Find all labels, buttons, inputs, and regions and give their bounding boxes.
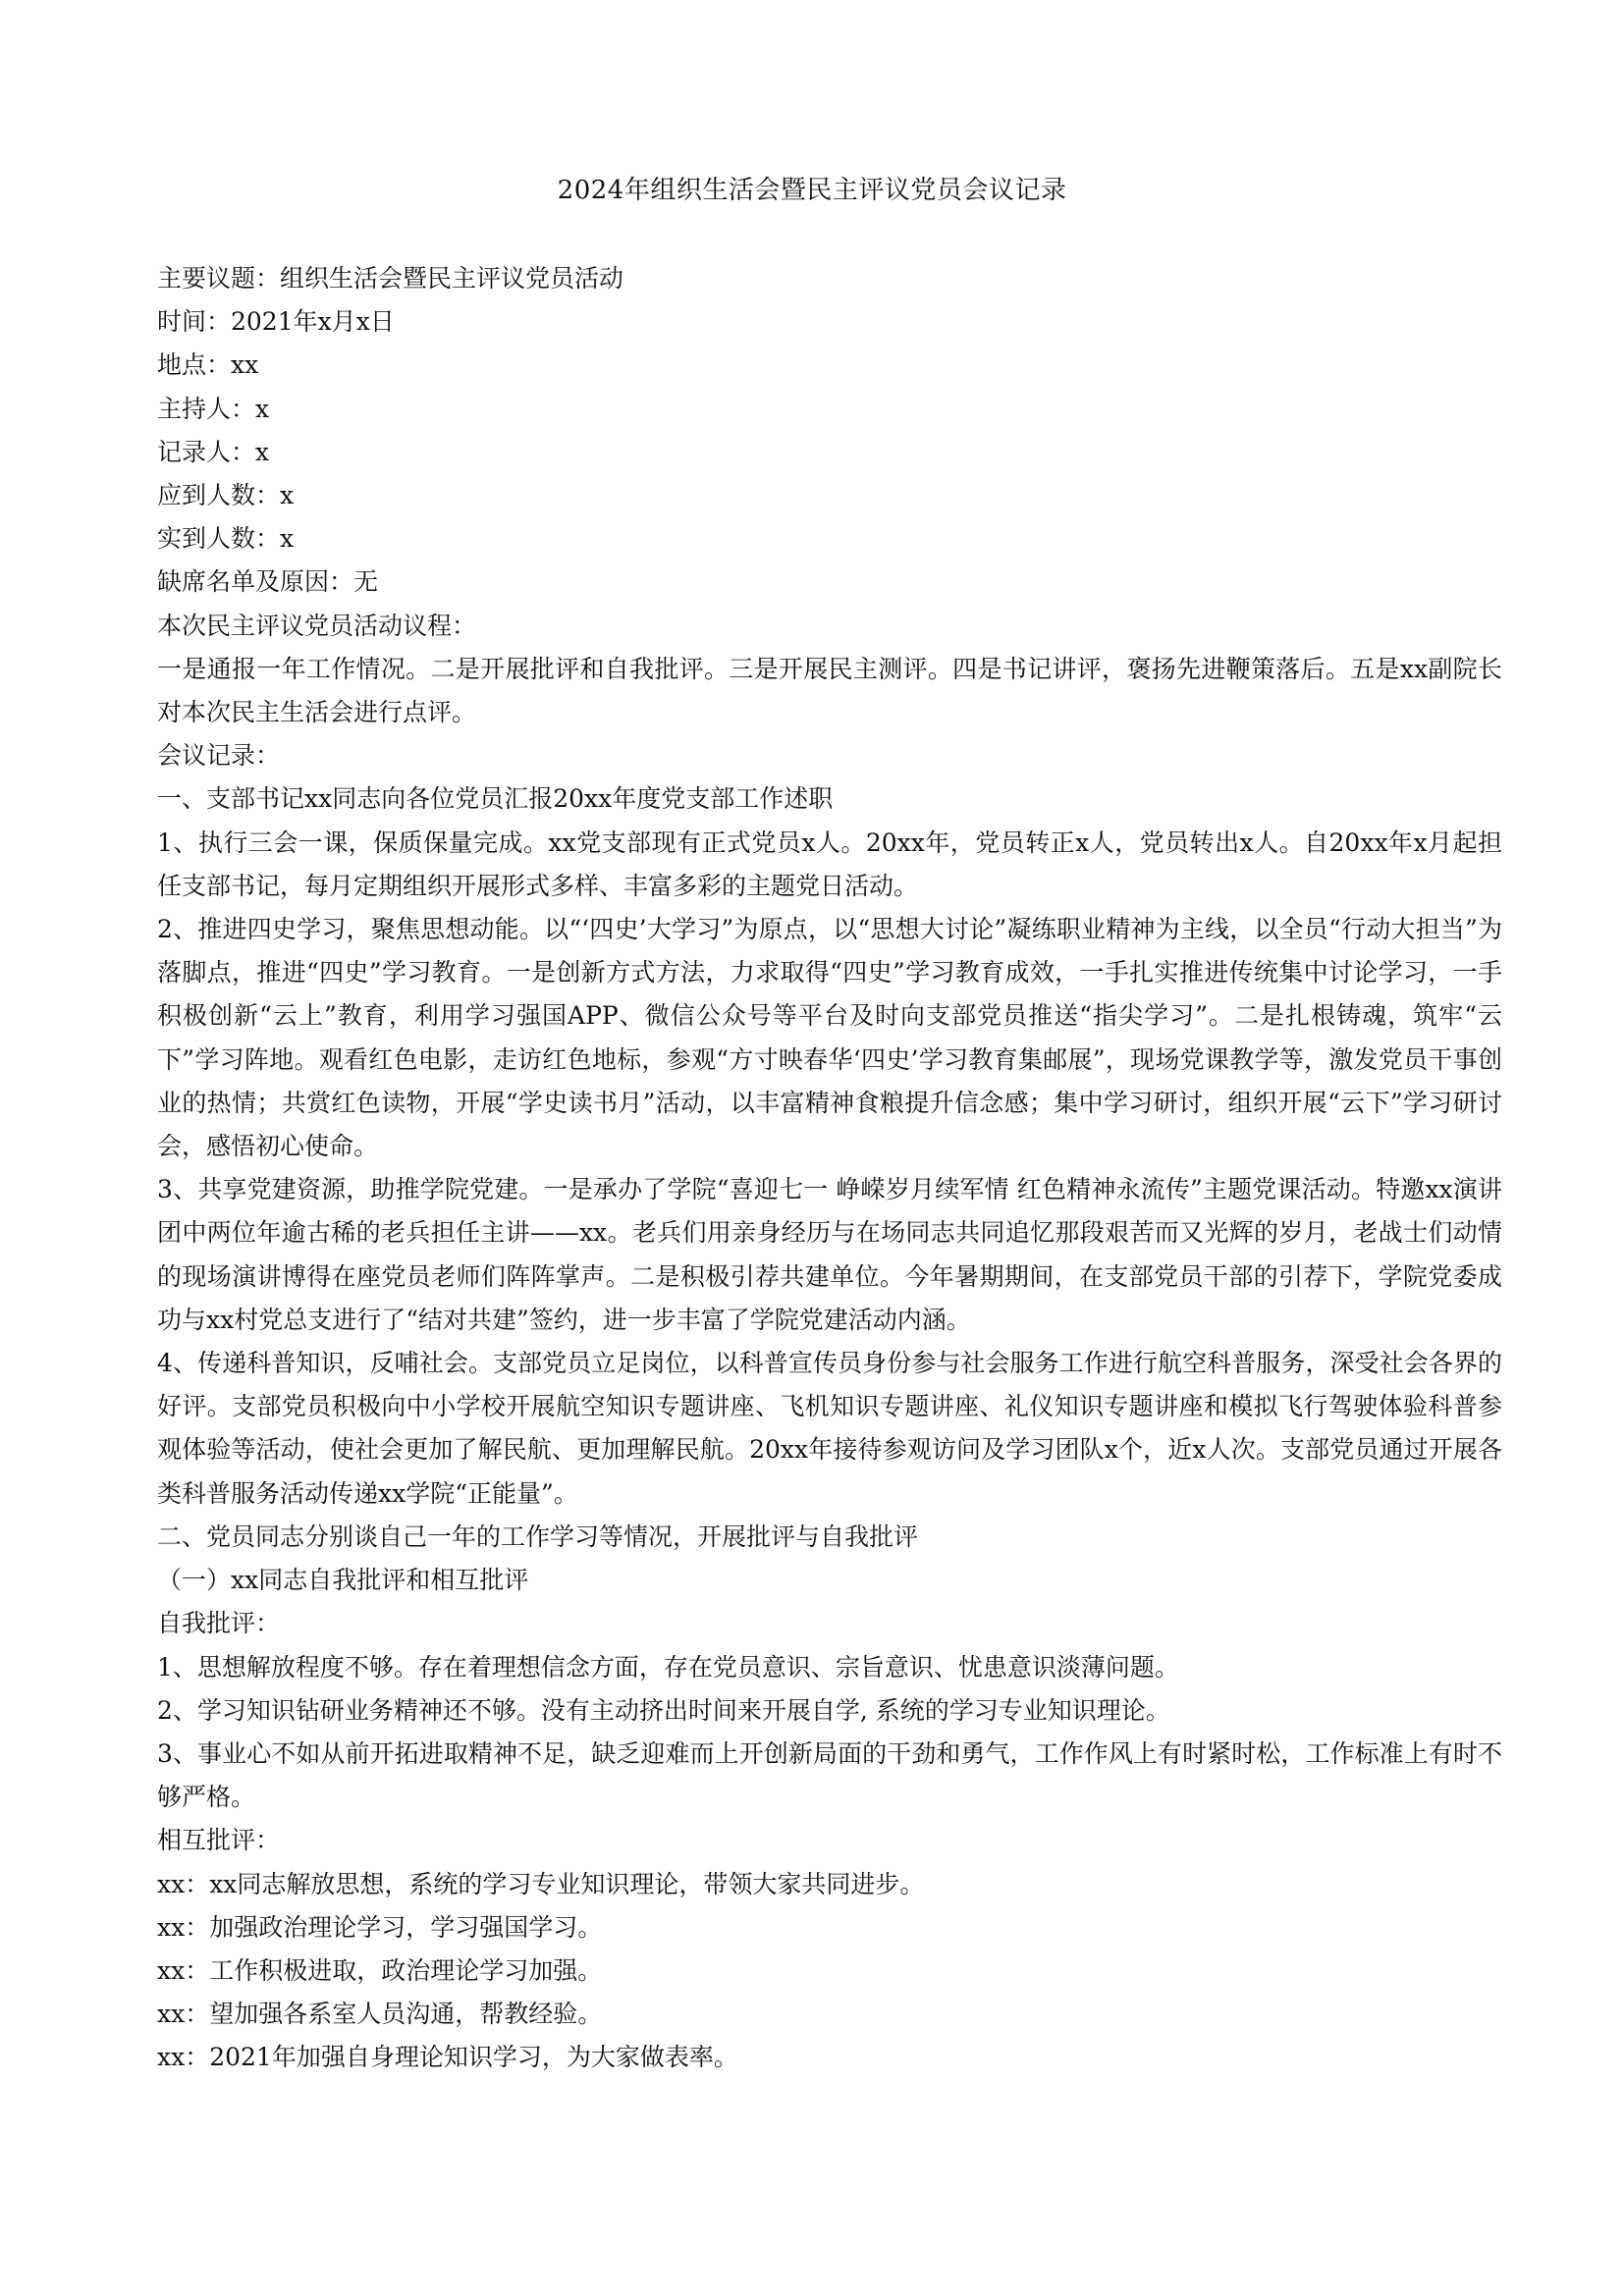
mutual-criticism-item: xx：2021年加强自身理论知识学习，为大家做表率。: [157, 2043, 738, 2072]
minutes-heading: 会议记录：: [157, 741, 281, 771]
absentee-line: 缺席名单及原因：无: [157, 567, 379, 597]
document-title: 2024年组织生活会暨民主评议党员会议记录: [557, 176, 1067, 205]
mutual-criticism-item: xx：xx同志解放思想，系统的学习专业知识理论，带领大家共同进步。: [157, 1869, 925, 1898]
topic-line: 主要议题：组织生活会暨民主评议党员活动: [157, 264, 624, 293]
location-line: 地点：xx: [157, 350, 259, 380]
self-criticism-item-2: 2、学习知识钻研业务精神还不够。没有主动挤出时间来开展自学, 系统的学习专业知识理论。: [157, 1695, 1170, 1725]
document-body: [157, 257, 1502, 2080]
mutual-criticism-item: xx：望加强各系室人员沟通，帮教经验。: [157, 2000, 603, 2029]
actual-attendance-line: 实到人数：x: [157, 524, 295, 554]
section-two-heading: 二、党员同志分别谈自己一年的工作学习等情况，开展批评与自我批评: [157, 1522, 919, 1551]
agenda-heading: 本次民主评议党员活动议程：: [157, 611, 477, 640]
report-item-4: 4、传递科普知识，反哺社会。支部党员立足岗位，以科普宣传员身份参与社会服务工作进行航空科普服务，深受社会各界的好评。支部党员积极向中小学校开展航空知识专题讲座、飞机知识专题讲座、礼仪知识专题讲座和模拟飞行驾驶体验科普参观体验等活动，使社会更加了解民航、更加理解民航。20xx年接待参观访问及学习团队x个，近x人次。支部党员通过开展各类科普服务活动传递xx学院“正能量”。: [157, 1349, 1502, 1508]
report-item-3: 3、共享党建资源，助推学院党建。一是承办了学院“喜迎七一 峥嵘岁月续军情 红色精神永流传”主题党课活动。特邀xx演讲团中两位年逾古稀的老兵担任主讲——xx。老兵们用亲身经历与在场同志共同追忆那段艰苦而又光辉的岁月，老战士们动情的现场演讲博得在座党员老师们阵阵掌声。二是积极引荐共建单位。今年暑期期间，在支部党员干部的引荐下，学院党委成功与xx村党总支进行了“结对共建”签约，进一步丰富了学院党建活动内涵。: [157, 1175, 1502, 1334]
self-criticism-heading: 自我批评：: [157, 1609, 281, 1638]
recorder-line: 记录人：x: [157, 437, 270, 466]
time-line: 时间：2021年x月x日: [157, 307, 395, 337]
section-one-heading: 一、支部书记xx同志向各位党员汇报20xx年度党支部工作述职: [157, 784, 834, 814]
mutual-criticism-heading: 相互批评：: [157, 1826, 281, 1855]
expected-attendance-line: 应到人数：x: [157, 481, 295, 510]
agenda-paragraph: 一是通报一年工作情况。二是开展批评和自我批评。三是开展民主测评。四是书记讲评，褒扬先进鞭策落后。五是xx副院长对本次民主生活会进行点评。: [157, 654, 1502, 727]
self-criticism-item-3: 3、事业心不如从前开拓进取精神不足，缺乏迎难而上开创新局面的干劲和勇气，工作作风上有时紧时松，工作标准上有时不够严格。: [157, 1738, 1502, 1812]
subsection-heading: （一）xx同志自我批评和相互批评: [157, 1566, 529, 1595]
self-criticism-item-1: 1、思想解放程度不够。存在着理想信念方面，存在党员意识、宗旨意识、忧患意识淡薄问题。: [157, 1652, 1179, 1682]
mutual-criticism-item: xx：工作积极进取，政治理论学习加强。: [157, 1955, 603, 1985]
report-item-2: 2、推进四史学习，聚焦思想动能。以“‘四史’大学习”为原点，以“思想大讨论”凝练职业精神为主线，以全员“行动大担当”为落脚点，推进“四史”学习教育。一是创新方式方法，力求取得“四史”学习教育成效，一手扎实推进传统集中讨论学习，一手积极创新“云上”教育，利用学习强国APP、微信公众号等平台及时向支部党员推送“指尖学习”。二是扎根铸魂，筑牢“云下”学习阵地。观看红色电影，走访红色地标，参观“方寸映春华‘四史’学习教育集邮展”，现场党课教学等，激发党员干事创业的热情；共赏红色读物，开展“学史读书月”活动，以丰富精神食粮提升信念感；集中学习研讨，组织开展“云下”学习研讨会，感悟初心使命。: [157, 915, 1502, 1161]
host-line: 主持人：x: [157, 394, 270, 423]
mutual-criticism-item: xx：加强政治理论学习，学习强国学习。: [157, 1912, 603, 1942]
report-item-1: 1、执行三会一课，保质保量完成。xx党支部现有正式党员x人。20xx年，党员转正x人，党员转出x人。自20xx年x月起担任支部书记，每月定期组织开展形式多样、丰富多彩的主题党日活动。: [157, 828, 1502, 900]
